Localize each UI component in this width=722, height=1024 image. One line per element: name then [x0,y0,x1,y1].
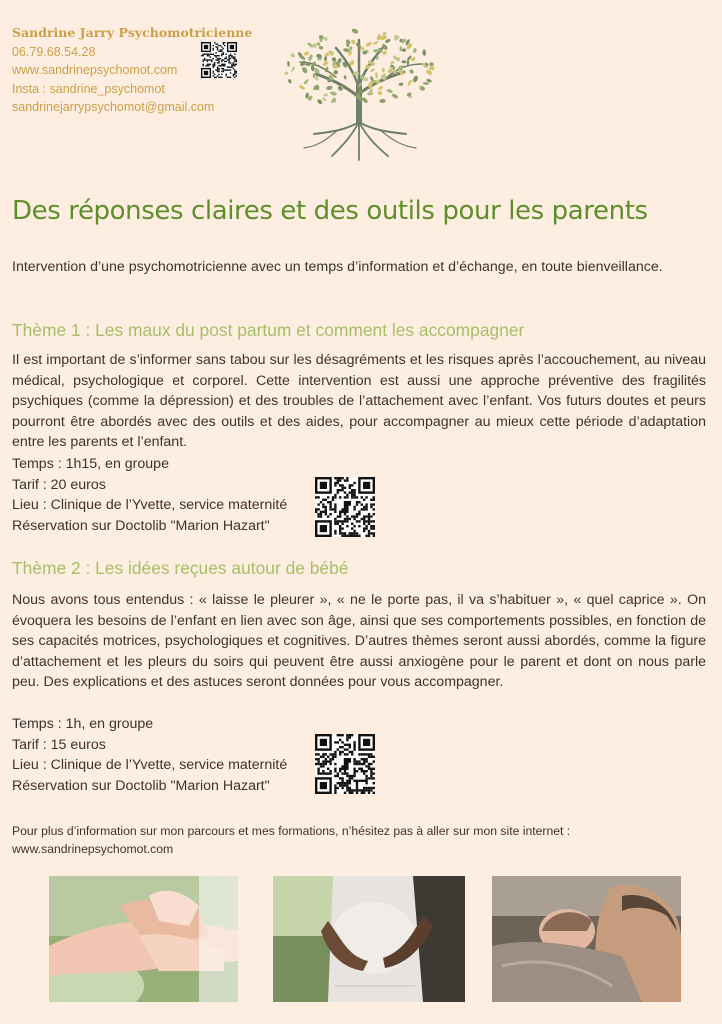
theme1-details [12,454,287,536]
qr-code-icon[interactable] [201,42,237,78]
theme2-title: Thème 2 : Les idées reçues autour de bébé [12,558,349,578]
footer-website-link[interactable]: www.sandrinepsychomot.com [12,842,174,856]
photo-pregnant-belly [273,876,465,1002]
theme1-paragraph: Il est important de s’informer sans tabou sur les désagréments et les risques après l’accouchement, au niveau médical, psychologique et corporel. Cette intervention est aussi une approche préventive des fragilités psychiques (comme la dépression) et des troubles de l’attachement avec l’enfant. Vos futurs doutes et peurs pourront être abordés avec des outils et des aides, pour accompagner au mieux cette période d’adaptation entre les parents et l’enfant. [12,352,706,450]
photo-father-baby [492,876,681,1002]
contact-phone[interactable]: 06.79.68.54.28 [12,44,96,59]
page-title: Des réponses claires et des outils pour les parents [12,196,648,226]
qr-code-icon[interactable] [315,477,375,537]
theme1-booking: Réservation sur Doctolib "Marion Hazart" [12,517,270,534]
theme2-paragraph: Nous avons tous entendus : « laisse le pleurer », « ne le porte pas, il va s’habituer », « quel caprice ». On évoquera les besoins de l’enfant en lien avec son âge, ainsi que ses comportements possibles, en fonction de ses capacités motrices, psychologiques et cognitives. D’autres thèmes seront aussi abordés, comme la figure d’attachement et les pleurs du soirs qui peuvent être aussi anxiogène pour le parent et dont on nous parle peu. Des explications et des astuces seront données pour vous accompagner. [12,592,706,690]
contact-instagram[interactable]: Insta : sandrine_psychomot [12,81,165,96]
theme1-price: Tarif : 20 euros [12,476,106,493]
theme2-time: Temps : 1h, en groupe [12,716,154,732]
theme1-time: Temps : 1h15, en groupe [12,456,169,472]
contact-email[interactable]: sandrinejarrypsychomot@gmail.com [12,100,215,115]
qr-code-icon[interactable] [315,734,375,794]
intro-text: Intervention d’une psychomotricienne avec un temps d’information et d’échange, en toute bienveillance. [12,259,663,275]
theme2-price: Tarif : 15 euros [12,736,106,753]
theme2-place: Lieu : Clinique de l’Yvette, service maternité [12,757,288,773]
theme1-title: Thème 1 : Les maux du post partum et comment les accompagner [12,320,525,340]
photo-stacked-hands [49,876,238,1002]
footer [12,822,712,858]
theme2-details [12,714,287,796]
theme2-booking: Réservation sur Doctolib "Marion Hazart" [12,777,270,794]
contact-name: Sandrine Jarry Psychomotricienne [12,25,253,40]
footer-text: Pour plus d’information sur mon parcours et mes formations, n’hésitez pas à aller sur mon site internet : [12,824,571,838]
contact-website[interactable]: www.sandrinepsychomot.com [12,63,178,78]
theme1-place: Lieu : Clinique de l’Yvette, service maternité [12,497,288,513]
tree-logo-icon [276,22,442,168]
